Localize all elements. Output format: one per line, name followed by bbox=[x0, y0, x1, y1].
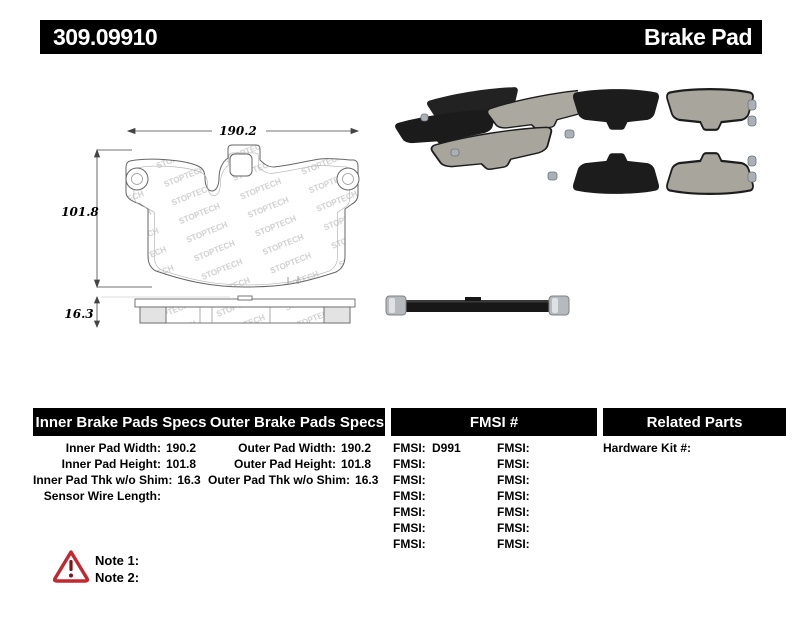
warning-triangle-icon bbox=[53, 549, 89, 583]
fmsi-row: FMSI: bbox=[497, 441, 530, 455]
outer-specs-header: Outer Brake Pads Specs bbox=[209, 413, 385, 431]
specs-header-bar bbox=[33, 408, 385, 436]
fmsi-row: FMSI: bbox=[497, 473, 530, 487]
spec-row: Inner Pad Width: 190.2 bbox=[65, 441, 197, 455]
fmsi-row: FMSI: bbox=[497, 457, 530, 471]
brake-pad-front-view bbox=[126, 145, 359, 287]
inner-specs-table bbox=[33, 440, 201, 504]
spec-row: Inner Pad Thk w/o Shim: 16.3 bbox=[33, 473, 201, 487]
flat-gray-pad-bottom bbox=[667, 153, 753, 194]
spec-row: Inner Pad Height: 101.8 bbox=[61, 457, 197, 471]
related-row: Hardware Kit #: bbox=[603, 441, 692, 455]
fmsi-header: FMSI # bbox=[469, 413, 519, 431]
dimension-width-label: 190.2 bbox=[219, 124, 257, 138]
fmsi-row: FMSI: bbox=[497, 489, 530, 503]
spec-row: Outer Pad Width: 190.2 bbox=[238, 441, 372, 455]
spec-row: Sensor Wire Length: bbox=[43, 489, 161, 503]
spec-row: Outer Pad Thk w/o Shim: 16.3 bbox=[208, 473, 379, 487]
product-photo-side bbox=[385, 288, 570, 323]
fmsi-row: FMSI: bbox=[497, 505, 530, 519]
left-mount-hole bbox=[126, 168, 148, 190]
inner-specs-header: Inner Brake Pads Specs bbox=[35, 413, 207, 431]
fmsi-row: FMSI: bbox=[393, 473, 426, 487]
dimension-height-label: 101.8 bbox=[61, 205, 99, 219]
related-parts-header: Related Parts bbox=[646, 413, 743, 431]
part-number: 309.09910 bbox=[53, 23, 158, 50]
fmsi-row: FMSI: bbox=[497, 521, 530, 535]
fmsi-row: FMSI: bbox=[393, 521, 426, 535]
fmsi-table-right bbox=[497, 440, 536, 552]
flat-black-pad-bottom bbox=[573, 153, 659, 194]
product-photo-angled bbox=[393, 86, 578, 196]
fmsi-row: FMSI: bbox=[393, 505, 426, 519]
fmsi-row: FMSI: bbox=[393, 537, 426, 551]
fmsi-row: FMSI: bbox=[393, 489, 426, 503]
title-bar bbox=[40, 20, 762, 54]
spec-row: Outer Pad Height: 101.8 bbox=[233, 457, 372, 471]
product-type-title: Brake Pad bbox=[643, 23, 752, 50]
dimension-thickness-label: 16.3 bbox=[64, 307, 94, 321]
flat-black-pad-top bbox=[573, 89, 659, 130]
fmsi-row: FMSI: bbox=[497, 537, 530, 551]
note-2: Note 2: bbox=[95, 570, 140, 585]
fmsi-header-bar bbox=[391, 408, 597, 436]
notes-section bbox=[95, 552, 139, 586]
related-parts-header-bar bbox=[603, 408, 786, 436]
flat-gray-pad-top bbox=[667, 89, 753, 130]
right-mount-hole bbox=[337, 168, 359, 190]
product-photo-flat bbox=[572, 86, 757, 198]
note-1: Note 1: bbox=[95, 553, 140, 568]
technical-drawing bbox=[60, 108, 380, 340]
related-parts-table bbox=[603, 440, 696, 456]
fmsi-row: FMSI: bbox=[393, 457, 426, 471]
outer-specs-table bbox=[208, 440, 378, 488]
center-tab-hole bbox=[230, 154, 252, 176]
fmsi-row: FMSI: D991 bbox=[393, 441, 461, 455]
fmsi-table-left bbox=[393, 440, 461, 552]
brake-pad-side-view bbox=[135, 296, 355, 323]
